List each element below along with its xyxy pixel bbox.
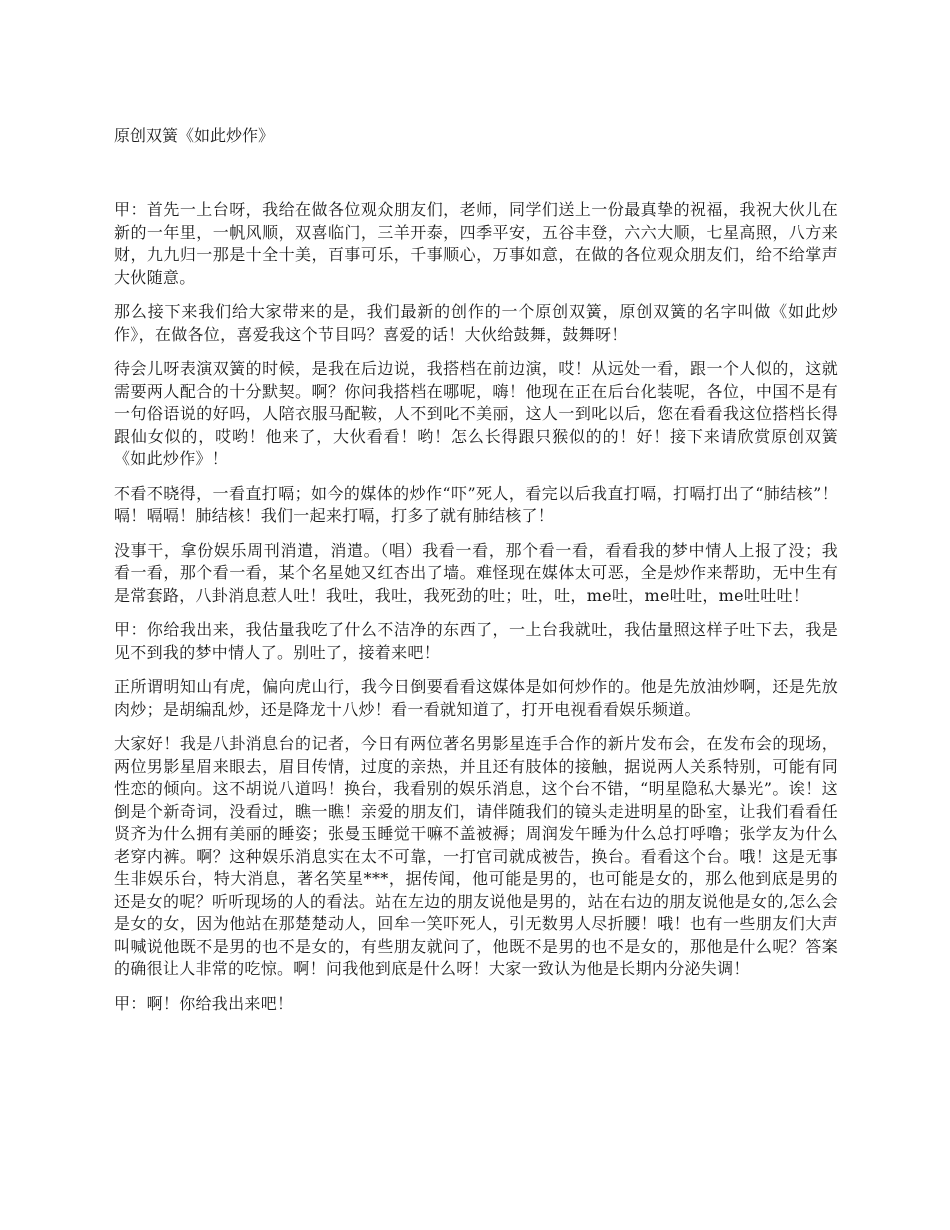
paragraph-tiger-mountain: 正所谓明知山有虎，偏向虎山行，我今日倒要看看这媒体是如何炒作的。他是先放油炒啊，还是先放肉炒；是胡编乱炒，还是降龙十八炒！看一看就知道了，打开电视看看娱乐频道。 xyxy=(114,677,838,719)
paragraph-come-out: 甲：你给我出来，我估量我吃了什么不洁净的东西了，一上台我就吐，我估量照这样子吐下去，我是见不到我的梦中情人了。别吐了，接着来吧！ xyxy=(114,620,838,662)
paragraph-opening-greeting: 甲：首先一上台呀，我给在做各位观众朋友们，老师，同学们送上一份最真挚的祝福，我祝大伙儿在新的一年里，一帆风顺，双喜临门，三羊开泰，四季平安，五谷丰登，六六大顺，七星高照，八方来财，九九归一那是十全十美，百事可乐，千事顺心，万事如意，在做的各位观众朋友们，给不给掌声大伙随意。 xyxy=(114,200,838,287)
paragraph-gossip-channels: 大家好！我是八卦消息台的记者，今日有两位著名男影星连手合作的新片发布会，在发布会的现场，两位男影星眉来眼去，眉目传情，过度的亲热，并且还有肢体的接触，据说两人关系特别，可能有同性恋的倾向。这不胡说八道吗！换台，我看别的娱乐消息，这个台不错，“明星隐私大暴光”。诶！这倒是个新奇词，没看过，瞧一瞧！亲爱的朋友们，请伴随我们的镜头走进明星的卧室，让我们看看任贤齐为什么拥有美丽的睡姿；张曼玉睡觉干嘛不盖被褥；周润发午睡为什么总打呼噜；张学友为什么老穿内裤。啊？这种娱乐消息实在太不可靠，一打官司就成被告，换台。看看这个台。哦！这是无事生非娱乐台，特大消息，著名笑星***，据传闻，他可能是男的，也可能是女的，那么他到底是男的还是女的呢？听听现场的人的看法。站在左边的朋友说他是男的，站在右边的朋友说他是女的,怎么会是女的女，因为他站在那楚楚动人，回牟一笑吓死人，引无数男人尽折腰！哦！也有一些朋友们大声叫喊说他既不是男的也不是女的，有些朋友就问了，他既不是男的也不是女的，那他是什么呢？答案的确很让人非常的吃惊。啊！问我他到底是什么呀！大家一致认为他是长期内分泌失调！ xyxy=(114,734,838,978)
paragraph-closing-line: 甲：啊！你给我出来吧！ xyxy=(114,993,294,1013)
document-title: 原创双簧《如此炒作》 xyxy=(114,126,275,145)
document-body xyxy=(114,199,838,1027)
paragraph-performance-setup: 待会儿呀表演双簧的时候，是我在后边说，我搭档在前边演，哎！从远处一看，跟一个人似的，这就需要两人配合的十分默契。啊？你问我搭档在哪呢，嗨！他现在正在后台化装呢，各位，中国不是有一句俗语说的好吗，人陪衣服马配鞍，人不到叱不美丽，这人一到叱以后，您在看看我这位搭档长得跟仙女似的，哎哟！他来了，大伙看看！哟！怎么长得跟只猴似的的！好！接下来请欣赏原创双簧《如此炒作》！ xyxy=(114,359,838,468)
paragraph-hiccup: 不看不晓得，一看直打嗝；如今的媒体的炒作“吓”死人，看完以后我直打嗝，打嗝打出了“肺结核”！嗝！嗝嗝！肺结核！我们一起来打嗝，打多了就有肺结核了！ xyxy=(114,483,838,525)
paragraph-introduction: 那么接下来我们给大家带来的是，我们最新的创作的一个原创双簧，原创双簧的名字叫做《如此炒作》，在做各位，喜爱我这个节目吗？喜爱的话！大伙给鼓舞，鼓舞呀！ xyxy=(114,302,838,344)
paragraph-song: 没事干，拿份娱乐周刊消遣，消遣。（唱）我看一看，那个看一看，看看我的梦中情人上报了没；我看一看，那个看一看，某个名星她又红杏出了墙。难怪现在媒体太可恶，全是炒作来帮助，无中生有是常套路，八卦消息惹人吐！我吐，我吐，我死劲的吐；吐，吐，me吐，me吐吐，me吐吐吐！ xyxy=(114,540,838,605)
